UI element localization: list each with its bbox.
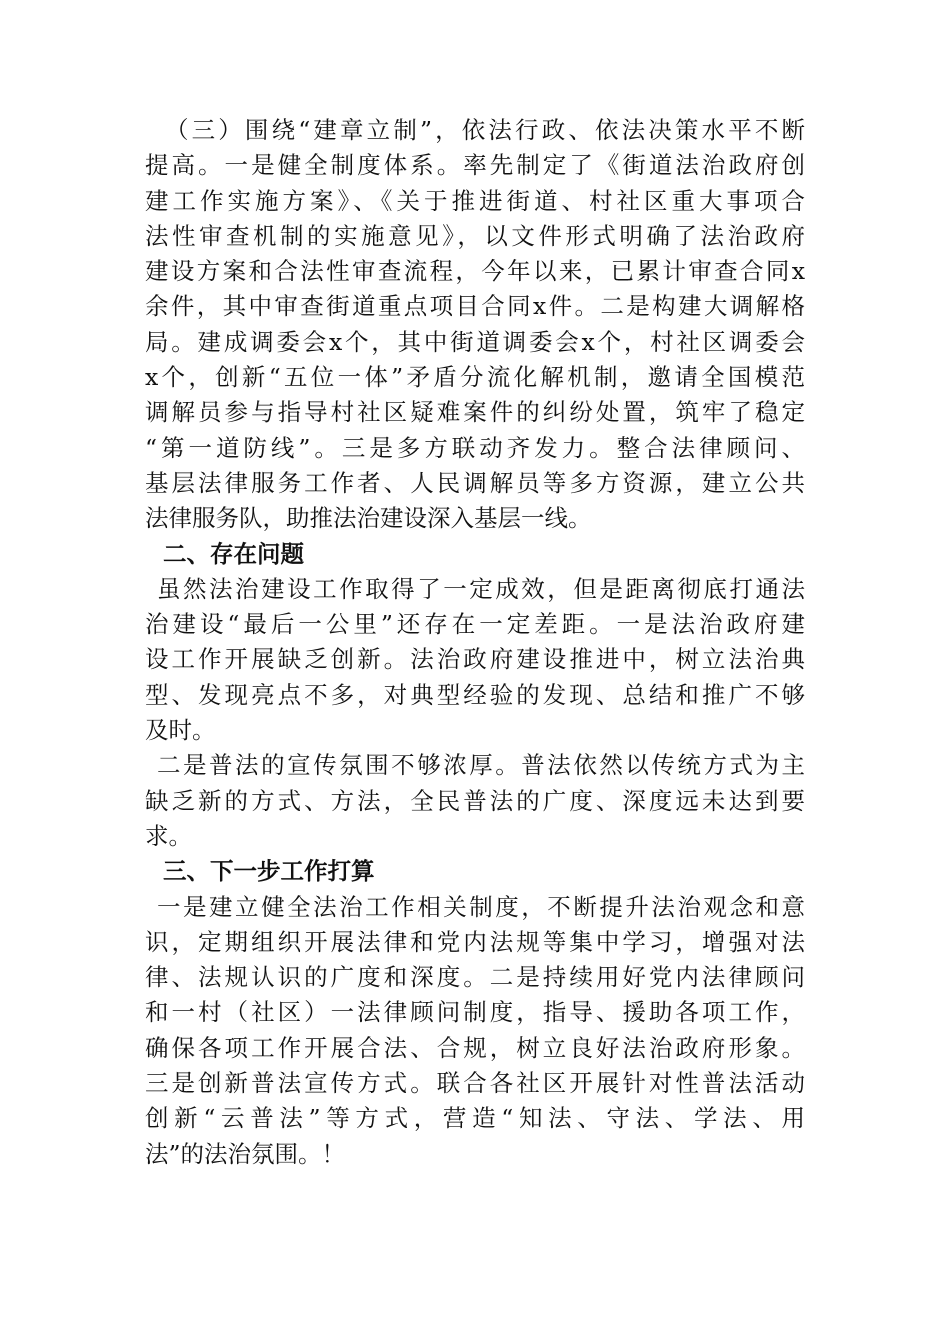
text-line: 创新“云普法”等方式，营造“知法、守法、学法、用 — [145, 1104, 805, 1133]
text-line: 建设方案和合法性审查流程，今年以来，已累计审查合同x — [145, 257, 805, 286]
document-body — [145, 113, 805, 1172]
text-line: 治建设“最后一公里”还存在一定差距。一是法治政府建 — [145, 610, 805, 639]
paragraph-next-steps — [145, 890, 805, 1172]
heading-next-steps: 三、下一步工作打算 — [163, 857, 375, 886]
text-line: 识，定期组织开展法律和党内法规等集中学习，增强对法 — [145, 927, 805, 956]
text-line: 法性审查机制的实施意见》，以文件形式明确了法治政府 — [145, 221, 805, 250]
text-line: “第一道防线”。三是多方联动齐发力。整合法律顾问、 — [145, 433, 805, 462]
text-line: 求。 — [145, 821, 192, 850]
heading-existing-problems: 二、存在问题 — [163, 539, 304, 568]
paragraph-problems-1 — [145, 572, 805, 748]
text-line: 缺乏新的方式、方法，全民普法的广度、深度远未达到要 — [145, 786, 805, 815]
text-line: 及时。 — [145, 716, 216, 745]
text-line: 基层法律服务工作者、人民调解员等多方资源，建立公共 — [145, 468, 805, 497]
paragraph-section-three — [145, 113, 805, 537]
text-line: 型、发现亮点不多，对典型经验的发现、总结和推广不够 — [145, 680, 805, 709]
text-line: 建工作实施方案》、《关于推进街道、村社区重大事项合 — [145, 186, 805, 215]
text-line: x个，创新“五位一体”矛盾分流化解机制，邀请全国模范 — [145, 363, 805, 392]
text-line: 局。建成调委会x个，其中街道调委会x个，村社区调委会 — [145, 327, 805, 356]
text-line: 虽然法治建设工作取得了一定成效，但是距离彻底打通法 — [157, 574, 805, 603]
text-line: 和一村（社区）一法律顾问制度，指导、援助各项工作， — [145, 998, 805, 1027]
text-line: （三）围绕“建章立制”，依法行政、依法决策水平不断 — [165, 116, 805, 144]
text-line: 一是建立健全法治工作相关制度，不断提升法治观念和意 — [157, 892, 805, 921]
text-line: 设工作开展缺乏创新。法治政府建设推进中，树立法治典 — [145, 645, 805, 674]
text-line: 三是创新普法宣传方式。联合各社区开展针对性普法活动 — [145, 1069, 805, 1098]
text-line: 提高。一是健全制度体系。率先制定了《街道法治政府创 — [145, 151, 805, 180]
text-line: 二是普法的宣传氛围不够浓厚。普法依然以传统方式为主 — [157, 751, 805, 780]
text-line: 确保各项工作开展合法、合规，树立良好法治政府形象。 — [145, 1033, 805, 1062]
text-line: 律、法规认识的广度和深度。二是持续用好党内法律顾问 — [145, 963, 805, 992]
paragraph-problems-2 — [145, 748, 805, 854]
text-line: 余件，其中审查街道重点项目合同x件。二是构建大调解格 — [145, 292, 805, 321]
text-line: 法”的法治氛围。！ — [145, 1139, 346, 1168]
text-line: 调解员参与指导村社区疑难案件的纠纷处置，筑牢了稳定 — [145, 398, 805, 427]
text-line: 法律服务队，助推法治建设深入基层一线。 — [145, 504, 592, 533]
